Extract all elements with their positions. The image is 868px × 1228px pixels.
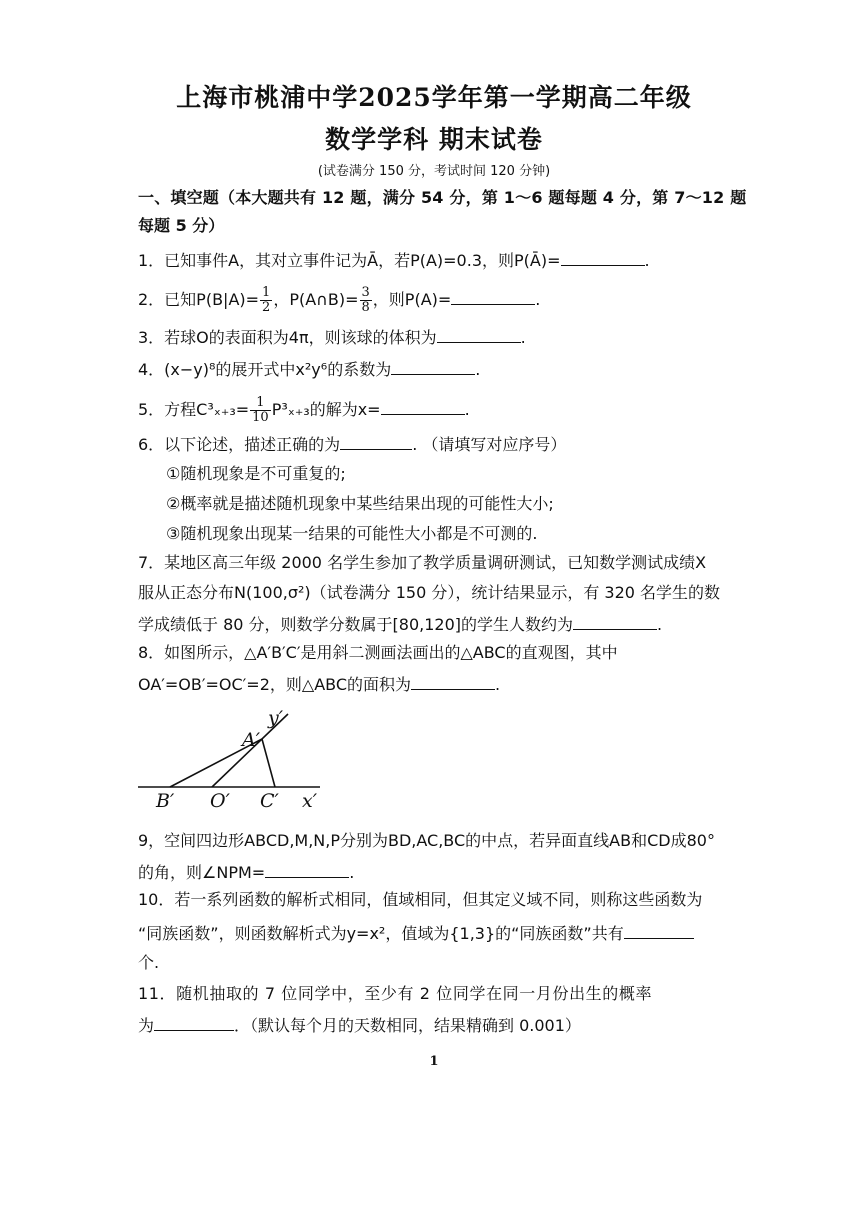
answer-blank-5[interactable] xyxy=(381,398,465,415)
question-9-line2: 的角，则∠NPM= . xyxy=(138,863,355,882)
answer-blank-10[interactable] xyxy=(624,922,694,939)
question-2-pre: 2．已知P(B|A)= xyxy=(138,290,260,309)
answer-blank-1[interactable] xyxy=(561,249,645,266)
question-2-mid: ，P(A∩B)= xyxy=(273,290,359,309)
oblique-projection-figure xyxy=(130,704,340,814)
question-8-line2: OA′=OB′=OC′=2，则△ABC的面积为 . xyxy=(138,675,501,694)
section-heading-line1: 一、填空题（本大题共有 12 题，满分 54 分，第 1～6 题每题 4 分，第 7～12 题 xyxy=(138,188,747,207)
exam-note: (试卷满分 150 分，考试时间 120 分钟) xyxy=(317,164,551,179)
answer-blank-7[interactable] xyxy=(573,613,657,630)
question-10-line3: 个. xyxy=(138,953,160,972)
question-2-post: ，则P(A)= xyxy=(372,290,452,309)
question-6-hint: （请填写对应序号） xyxy=(422,435,567,454)
question-11-line2 xyxy=(138,1014,738,1036)
question-10-line2 xyxy=(138,922,738,944)
label-a-prime: A′ xyxy=(242,729,261,751)
section-heading-line2: 每题 5 分） xyxy=(138,216,225,235)
answer-blank-9[interactable] xyxy=(265,861,349,878)
fraction-1-10: $\frac{1}{10}$ xyxy=(252,395,269,425)
segment-a-c xyxy=(262,739,275,787)
question-10-text: “同族函数”，则函数解析式为y=x²，值域为{1,3}的“同族函数”共有 xyxy=(138,924,624,943)
question-11-post: ．（默认每个月的天数相同，结果精确到 0.001） xyxy=(234,1016,581,1035)
question-1: 1．已知事件A，其对立事件记为Ā，若P(A)=0.3，则P(Ā)= . xyxy=(138,251,650,270)
question-6-text: 6．以下论述，描述正确的为 xyxy=(138,435,341,454)
fraction-1-2: $\frac{1}{2}$ xyxy=(262,285,271,315)
answer-blank-2[interactable] xyxy=(451,288,535,305)
question-9-line1: 9，空间四边形ABCD,M,N,P分别为BD,AC,BC的中点，若异面直线AB和CD成80° xyxy=(138,831,715,850)
fraction-3-8: $\frac{3}{8}$ xyxy=(361,285,370,315)
label-b-prime: B′ xyxy=(156,790,175,812)
label-y-prime: y′ xyxy=(268,707,284,729)
question-3-text: 3．若球O的表面积为4π，则该球的体积为 xyxy=(138,328,437,347)
label-c-prime: C′ xyxy=(260,790,279,812)
question-11-line1: 11．随机抽取的 7 位同学中，至少有 2 位同学在同一月份出生的概率 xyxy=(138,984,653,1003)
question-4: 4．(x−y)⁸的展开式中x²y⁶的系数为 . xyxy=(138,360,481,379)
answer-blank-3[interactable] xyxy=(437,326,521,343)
question-3: 3．若球O的表面积为4π，则该球的体积为 . xyxy=(138,328,526,347)
exam-subtitle: 数学学科 期末试卷 xyxy=(325,125,543,154)
answer-blank-8[interactable] xyxy=(411,673,495,690)
answer-blank-4[interactable] xyxy=(391,358,475,375)
exam-title: 上海市桃浦中学2025学年第一学期高二年级 xyxy=(176,83,692,112)
question-1-text: 1．已知事件A，其对立事件记为Ā，若P(A)=0.3，则P(Ā)= xyxy=(138,251,561,270)
question-9-text: 的角，则∠NPM= xyxy=(138,863,266,882)
question-7-line1: 7．某地区高三年级 2000 名学生参加了教学质量调研测试，已知数学测试成绩X xyxy=(138,553,707,572)
answer-blank-6[interactable] xyxy=(340,433,412,450)
question-5-pre: 5．方程C³ₓ₊₃= xyxy=(138,400,250,419)
question-6-option-2: ②概率就是描述随机现象中某些结果出现的可能性大小; xyxy=(166,494,554,513)
question-8-line1: 8．如图所示，△A′B′C′是用斜二测画法画出的△ABC的直观图，其中 xyxy=(138,643,618,662)
question-11-pre: 为 xyxy=(138,1016,155,1035)
question-7-line3: 学成绩低于 80 分，则数学分数属于[80,120]的学生人数约为 . xyxy=(138,615,663,634)
question-7-line2: 服从正态分布N(100,σ²)（试卷满分 150 分），统计结果显示，有 320 名学生的数 xyxy=(138,583,721,602)
question-8-text: OA′=OB′=OC′=2，则△ABC的面积为 xyxy=(138,675,412,694)
question-5: 5．方程C³ₓ₊₃= $\frac{1}{10}$ P³ₓ₊₃的解为x= . xyxy=(138,395,470,425)
question-2: 2．已知P(B|A)= $\frac{1}{2}$ ，P(A∩B)= $\frac{3}{8}$ ，则P(A)= . xyxy=(138,285,541,315)
question-6-option-3: ③随机现象出现某一结果的可能性大小都是不可测的. xyxy=(166,524,538,543)
question-6-option-1: ①随机现象是不可重复的; xyxy=(166,464,346,483)
label-o-prime: O′ xyxy=(210,790,230,812)
question-5-post: P³ₓ₊₃的解为x= xyxy=(271,400,381,419)
question-10-line1: 10．若一系列函数的解析式相同，值域相同，但其定义域不同，则称这些函数为 xyxy=(138,890,703,909)
question-6: 6．以下论述，描述正确的为 . （请填写对应序号） xyxy=(138,435,567,454)
label-x-prime: x′ xyxy=(302,790,318,812)
question-7-text: 学成绩低于 80 分，则数学分数属于[80,120]的学生人数约为 xyxy=(138,615,574,634)
question-4-text: 4．(x−y)⁸的展开式中x²y⁶的系数为 xyxy=(138,360,392,379)
page-number: 1 xyxy=(429,1054,439,1069)
answer-blank-11[interactable] xyxy=(154,1014,234,1031)
